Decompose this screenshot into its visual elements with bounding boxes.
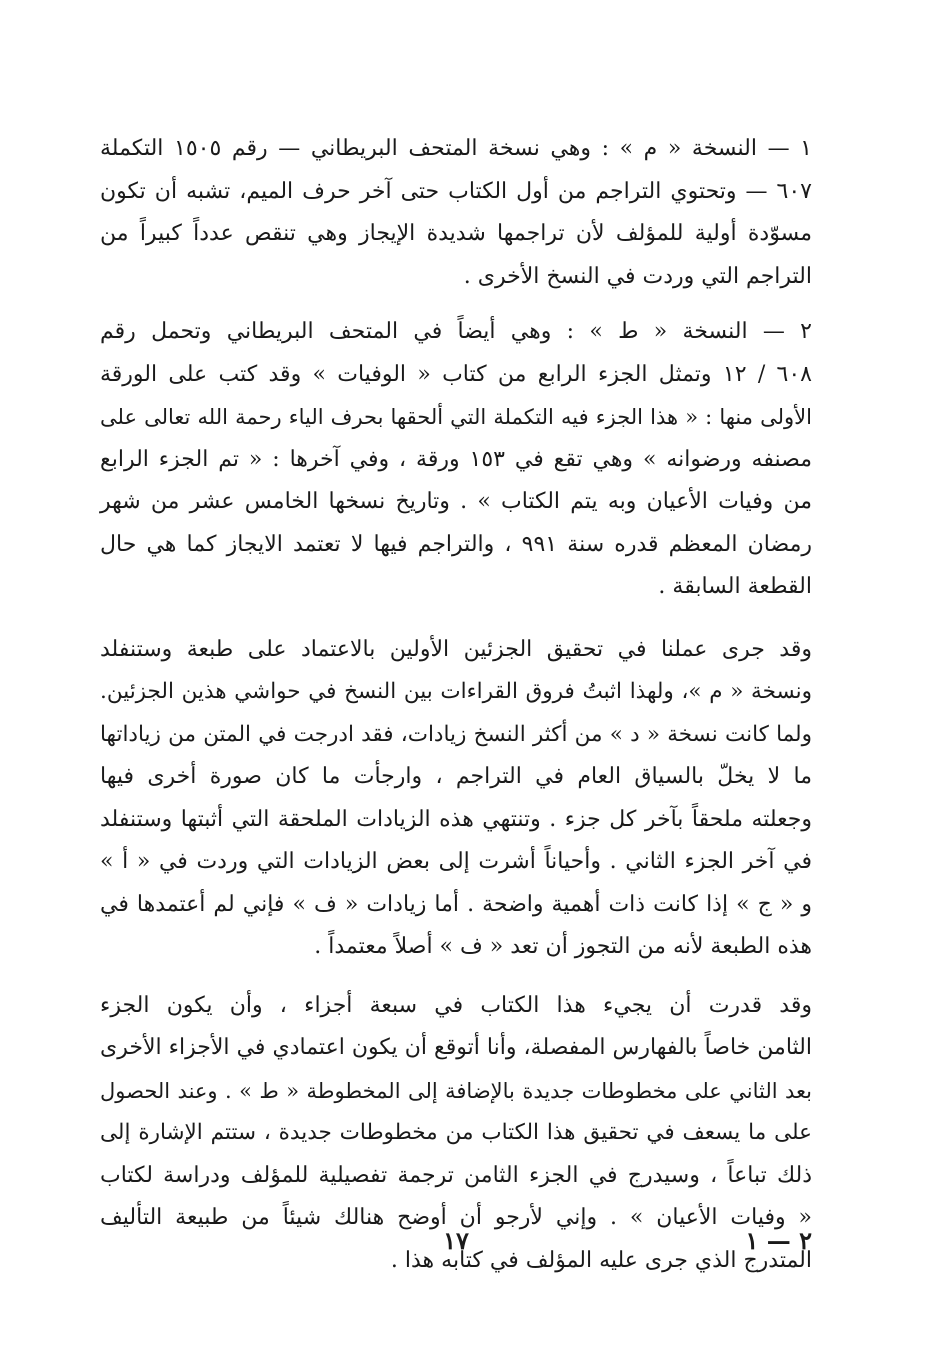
text-line: وقد قدرت أن يجيء هذا الكتاب في سبعة أجزاء ، وأن يكون الجزء [100,992,812,1018]
paragraph-editing-method [100,629,812,969]
paragraph-manuscript-m [100,128,812,298]
signature-mark: ٢ — ١ [745,1226,812,1255]
text-line: « وفيات الأعيان » . وإني لأرجو أن أوضح هنالك شيئاً من طبيعة التأليف [100,1205,812,1230]
text-line: التراجم التي وردت في النسخ الأخرى . [463,263,812,289]
text-line: ٢ — النسخة « ط » : وهي أيضاً في المتحف البريطاني وتحمل رقم [100,319,812,344]
page-number: ١٧ [443,1226,469,1255]
text-line: ولما كانت نسخة « د » من أكثر النسخ زيادات، فقد ادرجت في المتن من زياداتها [100,721,812,747]
text-line: هذه الطبعة لأنه من التجوز أن تعد « ف » أصلاً معتمداً . [314,934,812,959]
text-line: ١ — النسخة « م » : وهي نسخة المتحف البريطاني — رقم ١٥٠٥ التكملة [100,136,812,161]
text-line: رمضان المعظم قدره سنة ٩٩١ ، والتراجم فيها لا تعتمد الايجاز كما هي حال [100,531,812,557]
text-line: الثامن خاصاً بالفهارس المفصلة، وأنا أتوقع أن يكون اعتمادي في الأجزاء الأخرى [100,1035,812,1060]
text-line: ٦٠٨ / ١٢ وتمثل الجزء الرابع من كتاب « الوفيات » وقد كتب على الورقة [100,361,812,387]
text-line: على ما يسعف في تحقيق هذا الكتاب من مخطوطات جديدة ، ستتم الإشارة إلى [100,1120,812,1145]
text-line: القطعة السابقة . [658,574,812,599]
text-body [100,128,812,1282]
page-footer [100,1226,812,1266]
text-line: في آخر الجزء الثاني . وأحياناً أشرت إلى بعض الزيادات التي وردت في « أ » [100,849,812,874]
text-line: المتدرج الذي جرى عليه المؤلف في كتابه هذا . [390,1247,812,1273]
text-line: ونسخة « م »، ولهذا اثبتُ فروق القراءات بين النسخ في حواشي هذين الجزئين. [100,679,812,704]
text-line: و « ج » إذا كانت ذات أهمية واضحة . أما زيادات « ف » فإني لم أعتمدها في [100,891,812,917]
text-line: ٦٠٧ — وتحتوي التراجم من أول الكتاب حتى آخر حرف الميم، تشبه أن تكون [100,178,812,204]
text-line: ذلك تباعاً ، وسيدرج في الجزء الثامن ترجمة تفصيلية للمؤلف ودراسة لكتاب [100,1162,812,1188]
text-line: مسوّدة أولية للمؤلف لأن تراجمها شديدة الإيجاز وهي تنقص عدداً كبيراً من [100,221,812,246]
text-line: ما لا يخلّ بالسياق العام في التراجم ، وارجأت ما كان صورة أخرى فيها [100,764,812,789]
text-line: وقد جرى عملنا في تحقيق الجزئين الأولين بالاعتماد على طبعة وستنفلد [100,636,812,662]
text-line: مصنفه ورضوانه » وهي تقع في ١٥٣ ورقة ، وفي آخرها : « تم الجزء الرابع [100,446,812,472]
text-line: الأولى منها : « هذا الجزء فيه التكملة التي ألحقها بحرف الياء رحمة الله تعالى على [100,405,812,429]
text-line: وجعلته ملحقاً بآخر كل جزء . وتنتهي هذه الزيادات الملحقة التي أثبتها وستنفلد [100,806,812,832]
paragraph-manuscript-t [100,311,812,609]
text-line: من وفيات الأعيان وبه يتم الكتاب » . وتاريخ نسخها الخامس عشر من شهر [100,489,812,514]
text-line: بعد الثاني على مخطوطات جديدة بالإضافة إلى المخطوطة « ط » . وعند الحصول [100,1078,812,1103]
